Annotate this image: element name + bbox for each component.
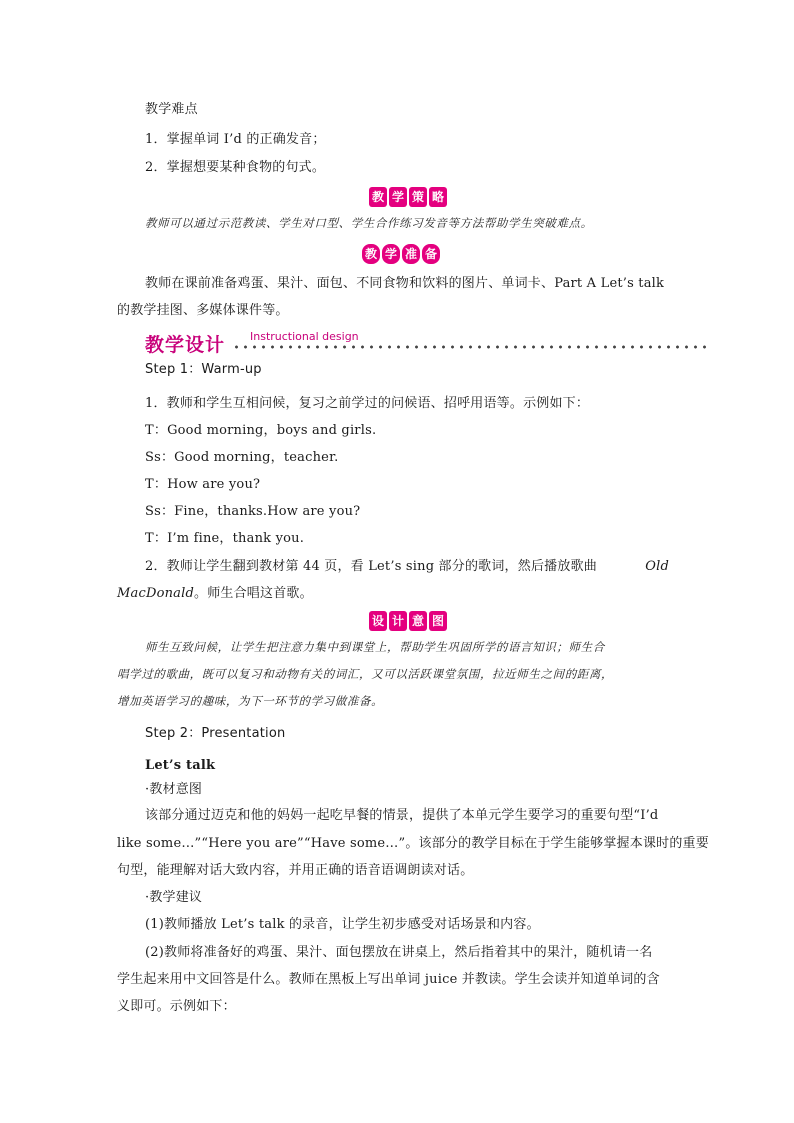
dialogue-line: Ss：Good morning，teacher. [145, 450, 339, 465]
intent-line-1: 师生互致问候，让学生把注意力集中到课堂上，帮助学生巩固所学的语言知识；师生合 [145, 640, 605, 654]
preparation-badge [362, 243, 440, 265]
dialogue-line: T：I’m fine，thank you. [145, 531, 305, 546]
difficulty-heading: 教学难点 [145, 102, 198, 117]
badge-char: 备 [422, 244, 440, 264]
material-intent-line: 该部分通过迈克和他的妈妈一起吃早餐的情景，提供了本单元学生要学习的重要句型“I’d [145, 808, 659, 823]
badge-char: 学 [382, 244, 400, 264]
material-intent-line: 句型，能理解对话大致内容，并用正确的语音语调朗读对话。 [117, 863, 474, 878]
intent-line-2: 唱学过的歌曲，既可以复习和动物有关的词汇，又可以活跃课堂氛围，拉近师生之间的距离， [117, 667, 614, 681]
step1-item2-line1 [145, 557, 669, 577]
difficulty-item-2: 2．掌握想要某种食物的句式。 [145, 160, 326, 175]
step1-intro: 1．教师和学生互相问候，复习之前学过的问候语、招呼用语等。示例如下： [145, 396, 590, 411]
step2-heading: Step 2：Presentation [145, 726, 286, 741]
preparation-line-1: 教师在课前准备鸡蛋、果汁、面包、不同食物和饮料的图片、单词卡、Part A Let’s talk [145, 276, 665, 291]
badge-char: 略 [429, 187, 447, 207]
section-title: 教学设计 [145, 334, 226, 356]
strategy-text: 教师可以通过示范教读、学生对口型、学生合作练习发音等方法帮助学生突破难点。 [145, 216, 593, 230]
item2-rest: 。师生合唱这首歌。 [194, 586, 313, 601]
strategy-badge [369, 186, 447, 208]
dialogue-line: Ss：Fine，thanks.How are you? [145, 504, 361, 519]
intent-badge [369, 610, 447, 632]
preparation-line-2: 的教学挂图、多媒体课件等。 [117, 303, 289, 318]
item2-text: 2．教师让学生翻到教材第 44 页，看 Let’s sing 部分的歌词，然后播放歌曲 [145, 559, 597, 574]
intent-line-3: 增加英语学习的趣味，为下一环节的学习做准备。 [117, 694, 384, 708]
advice-item-2-line: (2)教师将准备好的鸡蛋、果汁、面包摆放在讲桌上，然后指着其中的果汁，随机请一名 [145, 945, 653, 960]
badge-char: 准 [402, 244, 420, 264]
material-intent-line: like some…”“Here you are”“Have some…”。该部分的教学目标在于学生能够掌握本课时的重要 [117, 836, 709, 851]
song-title-part2: MacDonald [117, 586, 194, 601]
section-subtitle: Instructional design [250, 330, 359, 343]
difficulty-item-1: 1．掌握单词 I’d 的正确发音； [145, 132, 326, 147]
badge-char: 教 [362, 244, 380, 264]
step2-sub: Let’s talk [145, 758, 216, 773]
badge-char: 图 [429, 611, 447, 631]
badge-char: 设 [369, 611, 387, 631]
advice-item-1: (1)教师播放 Let’s talk 的录音，让学生初步感受对话场景和内容。 [145, 917, 540, 932]
badge-char: 学 [389, 187, 407, 207]
advice-item-2-line: 学生起来用中文回答是什么。教师在黑板上写出单词 juice 并教读。学生会读并知道单词的含 [117, 972, 660, 987]
dotted-divider [232, 345, 707, 349]
advice-item-2-line: 义即可。示例如下： [117, 999, 236, 1014]
dialogue-line: T：Good morning，boys and girls. [145, 423, 377, 438]
advice-label: ·教学建议 [145, 890, 203, 905]
material-intent-label: ·教材意图 [145, 782, 203, 797]
badge-char: 策 [409, 187, 427, 207]
badge-char: 教 [369, 187, 387, 207]
step1-item2-line2 [117, 584, 313, 604]
dialogue-line: T：How are you? [145, 477, 261, 492]
step1-heading: Step 1：Warm-up [145, 362, 262, 377]
badge-char: 意 [409, 611, 427, 631]
badge-char: 计 [389, 611, 407, 631]
song-title-part1: Old [645, 559, 670, 574]
